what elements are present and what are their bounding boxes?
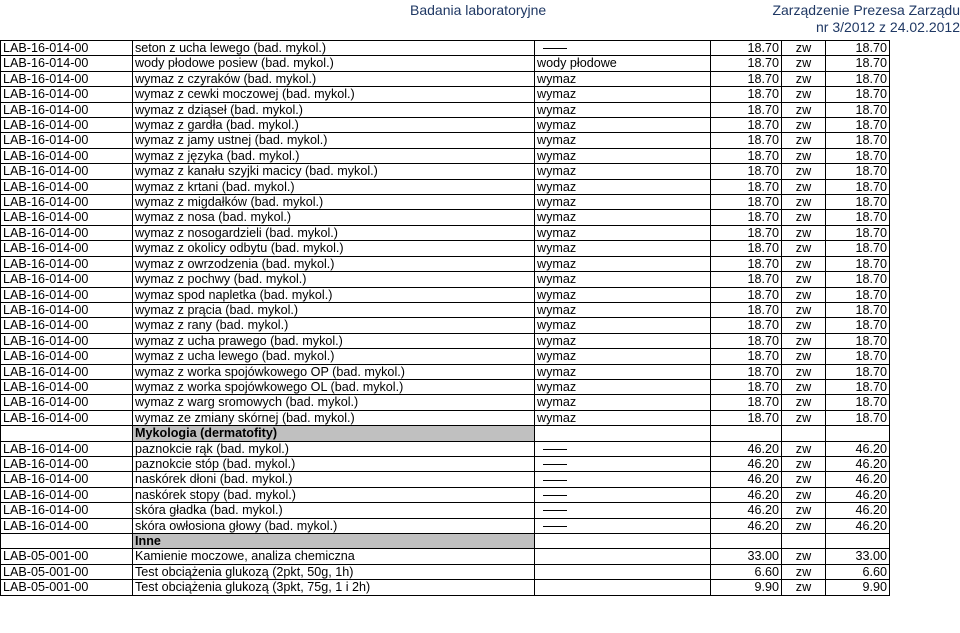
total-cell: 18.70 — [826, 225, 890, 240]
section-empty-cell — [782, 426, 826, 441]
material-cell — [535, 487, 711, 502]
material-cell: wymaz — [535, 195, 711, 210]
test-name: wymaz z dziąseł (bad. mykol.) — [133, 102, 535, 117]
material-cell — [535, 472, 711, 487]
table-row — [1, 133, 890, 148]
material-cell — [535, 549, 711, 564]
section-empty-cell — [1, 534, 133, 549]
section-empty-cell — [711, 426, 782, 441]
test-code: LAB-16-014-00 — [1, 133, 133, 148]
test-name: wymaz z owrzodzenia (bad. mykol.) — [133, 256, 535, 271]
vat-cell: zw — [782, 318, 826, 333]
test-code: LAB-16-014-00 — [1, 518, 133, 533]
test-name: wymaz z worka spojówkowego OP (bad. mykol.) — [133, 364, 535, 379]
total-cell: 18.70 — [826, 195, 890, 210]
total-cell: 18.70 — [826, 395, 890, 410]
test-name: Test obciążenia glukozą (2pkt, 50g, 1h) — [133, 564, 535, 579]
test-code: LAB-16-014-00 — [1, 195, 133, 210]
total-cell: 33.00 — [826, 549, 890, 564]
test-name: wymaz z kanału szyjki macicy (bad. mykol.) — [133, 164, 535, 179]
material-cell — [535, 518, 711, 533]
test-name: Kamienie moczowe, analiza chemiczna — [133, 549, 535, 564]
test-code: LAB-16-014-00 — [1, 333, 133, 348]
price-cell: 9.90 — [711, 580, 782, 595]
total-cell: 18.70 — [826, 410, 890, 425]
header-regulation-number: nr 3/2012 z 24.02.2012 — [815, 19, 960, 35]
section-empty-cell — [782, 534, 826, 549]
test-code: LAB-16-014-00 — [1, 302, 133, 317]
total-cell: 18.70 — [826, 118, 890, 133]
vat-cell: zw — [782, 564, 826, 579]
material-cell — [535, 564, 711, 579]
section-empty-cell — [535, 426, 711, 441]
table-row — [1, 225, 890, 240]
vat-cell: zw — [782, 487, 826, 502]
test-code: LAB-16-014-00 — [1, 318, 133, 333]
table-row — [1, 580, 890, 595]
vat-cell: zw — [782, 179, 826, 194]
vat-cell: zw — [782, 302, 826, 317]
dash-mark — [543, 48, 567, 49]
test-code: LAB-16-014-00 — [1, 272, 133, 287]
price-cell: 46.20 — [711, 518, 782, 533]
vat-cell: zw — [782, 41, 826, 56]
section-empty-cell — [826, 534, 890, 549]
test-name: wymaz z prącia (bad. mykol.) — [133, 302, 535, 317]
price-cell: 18.70 — [711, 225, 782, 240]
test-name: wymaz z czyraków (bad. mykol.) — [133, 71, 535, 86]
test-code: LAB-16-014-00 — [1, 41, 133, 56]
material-cell — [535, 441, 711, 456]
table-row — [1, 272, 890, 287]
dash-mark — [543, 480, 567, 481]
test-name: naskórek stopy (bad. mykol.) — [133, 487, 535, 502]
total-cell: 18.70 — [826, 256, 890, 271]
total-cell: 46.20 — [826, 456, 890, 471]
material-cell: wymaz — [535, 102, 711, 117]
material-cell: wymaz — [535, 164, 711, 179]
material-cell: wymaz — [535, 318, 711, 333]
test-code: LAB-16-014-00 — [1, 487, 133, 502]
price-cell: 33.00 — [711, 549, 782, 564]
test-name: wymaz z pochwy (bad. mykol.) — [133, 272, 535, 287]
table-row — [1, 364, 890, 379]
table-row — [1, 410, 890, 425]
material-cell — [535, 503, 711, 518]
material-cell: wymaz — [535, 241, 711, 256]
table-row — [1, 71, 890, 86]
table-row — [1, 564, 890, 579]
total-cell: 18.70 — [826, 364, 890, 379]
price-cell: 18.70 — [711, 71, 782, 86]
total-cell: 18.70 — [826, 379, 890, 394]
table-row — [1, 87, 890, 102]
total-cell: 18.70 — [826, 241, 890, 256]
total-cell: 6.60 — [826, 564, 890, 579]
material-cell: wymaz — [535, 272, 711, 287]
price-cell: 46.20 — [711, 487, 782, 502]
test-name: wymaz z jamy ustnej (bad. mykol.) — [133, 133, 535, 148]
table-row — [1, 333, 890, 348]
table-row — [1, 102, 890, 117]
table-row — [1, 456, 890, 471]
table-row — [1, 118, 890, 133]
price-cell: 18.70 — [711, 395, 782, 410]
price-cell: 18.70 — [711, 179, 782, 194]
price-cell: 6.60 — [711, 564, 782, 579]
price-cell: 18.70 — [711, 241, 782, 256]
test-name: seton z ucha lewego (bad. mykol.) — [133, 41, 535, 56]
table-row — [1, 441, 890, 456]
total-cell: 18.70 — [826, 148, 890, 163]
vat-cell: zw — [782, 287, 826, 302]
section-row — [1, 534, 890, 549]
vat-cell: zw — [782, 148, 826, 163]
price-cell: 46.20 — [711, 472, 782, 487]
total-cell: 18.70 — [826, 210, 890, 225]
material-cell: wymaz — [535, 395, 711, 410]
test-name: wymaz z języka (bad. mykol.) — [133, 148, 535, 163]
vat-cell: zw — [782, 256, 826, 271]
total-cell: 18.70 — [826, 318, 890, 333]
test-name: wody płodowe posiew (bad. mykol.) — [133, 56, 535, 71]
vat-cell: zw — [782, 518, 826, 533]
section-empty-cell — [1, 426, 133, 441]
material-cell — [535, 41, 711, 56]
dash-mark — [543, 526, 567, 527]
total-cell: 18.70 — [826, 41, 890, 56]
price-cell: 18.70 — [711, 41, 782, 56]
price-cell: 18.70 — [711, 364, 782, 379]
total-cell: 18.70 — [826, 302, 890, 317]
price-cell: 18.70 — [711, 410, 782, 425]
price-cell: 18.70 — [711, 349, 782, 364]
page-header — [0, 0, 960, 40]
vat-cell: zw — [782, 441, 826, 456]
vat-cell: zw — [782, 456, 826, 471]
dash-mark — [543, 495, 567, 496]
test-code: LAB-16-014-00 — [1, 503, 133, 518]
vat-cell: zw — [782, 272, 826, 287]
price-cell: 18.70 — [711, 302, 782, 317]
total-cell: 46.20 — [826, 441, 890, 456]
test-code: LAB-16-014-00 — [1, 118, 133, 133]
vat-cell: zw — [782, 71, 826, 86]
material-cell: wymaz — [535, 287, 711, 302]
test-code: LAB-16-014-00 — [1, 164, 133, 179]
vat-cell: zw — [782, 133, 826, 148]
total-cell: 46.20 — [826, 472, 890, 487]
test-name: wymaz z worka spojówkowego OL (bad. mykol.) — [133, 379, 535, 394]
table-row — [1, 210, 890, 225]
price-cell: 18.70 — [711, 87, 782, 102]
test-code: LAB-16-014-00 — [1, 364, 133, 379]
material-cell: wymaz — [535, 225, 711, 240]
total-cell: 18.70 — [826, 56, 890, 71]
price-cell: 18.70 — [711, 379, 782, 394]
table-row — [1, 56, 890, 71]
total-cell: 18.70 — [826, 133, 890, 148]
vat-cell: zw — [782, 349, 826, 364]
test-name: wymaz z nosogardzieli (bad. mykol.) — [133, 225, 535, 240]
test-code: LAB-16-014-00 — [1, 379, 133, 394]
total-cell: 46.20 — [826, 487, 890, 502]
price-cell: 18.70 — [711, 102, 782, 117]
material-cell: wymaz — [535, 256, 711, 271]
section-row — [1, 426, 890, 441]
test-code: LAB-05-001-00 — [1, 549, 133, 564]
dash-mark — [543, 510, 567, 511]
vat-cell: zw — [782, 364, 826, 379]
vat-cell: zw — [782, 549, 826, 564]
table-row — [1, 349, 890, 364]
test-name: wymaz z warg sromowych (bad. mykol.) — [133, 395, 535, 410]
price-cell: 18.70 — [711, 287, 782, 302]
total-cell: 46.20 — [826, 518, 890, 533]
vat-cell: zw — [782, 87, 826, 102]
material-cell: wymaz — [535, 87, 711, 102]
price-cell: 18.70 — [711, 318, 782, 333]
vat-cell: zw — [782, 395, 826, 410]
price-cell: 18.70 — [711, 148, 782, 163]
vat-cell: zw — [782, 225, 826, 240]
vat-cell: zw — [782, 503, 826, 518]
total-cell: 18.70 — [826, 349, 890, 364]
header-title: Badania laboratoryjne — [410, 2, 547, 18]
price-cell: 18.70 — [711, 133, 782, 148]
total-cell: 18.70 — [826, 287, 890, 302]
test-name: Test obciążenia glukozą (3pkt, 75g, 1 i 2h) — [133, 580, 535, 595]
total-cell: 18.70 — [826, 87, 890, 102]
material-cell: wymaz — [535, 410, 711, 425]
total-cell: 18.70 — [826, 164, 890, 179]
total-cell: 18.70 — [826, 179, 890, 194]
test-code: LAB-16-014-00 — [1, 225, 133, 240]
vat-cell: zw — [782, 56, 826, 71]
table-row — [1, 287, 890, 302]
vat-cell: zw — [782, 118, 826, 133]
price-cell: 18.70 — [711, 256, 782, 271]
test-name: wymaz z okolicy odbytu (bad. mykol.) — [133, 241, 535, 256]
vat-cell: zw — [782, 102, 826, 117]
price-cell: 18.70 — [711, 164, 782, 179]
test-name: wymaz z krtani (bad. mykol.) — [133, 179, 535, 194]
price-list-table — [0, 40, 890, 596]
material-cell: wymaz — [535, 333, 711, 348]
vat-cell: zw — [782, 333, 826, 348]
vat-cell: zw — [782, 410, 826, 425]
price-cell: 18.70 — [711, 118, 782, 133]
test-code: LAB-16-014-00 — [1, 441, 133, 456]
table-row — [1, 256, 890, 271]
table-row — [1, 472, 890, 487]
test-name: wymaz z rany (bad. mykol.) — [133, 318, 535, 333]
vat-cell: zw — [782, 379, 826, 394]
table-row — [1, 179, 890, 194]
material-cell: wymaz — [535, 349, 711, 364]
test-name: naskórek dłoni (bad. mykol.) — [133, 472, 535, 487]
section-empty-cell — [826, 426, 890, 441]
price-cell: 18.70 — [711, 195, 782, 210]
material-cell: wymaz — [535, 71, 711, 86]
test-code: LAB-16-014-00 — [1, 87, 133, 102]
test-code: LAB-16-014-00 — [1, 287, 133, 302]
material-cell: wymaz — [535, 364, 711, 379]
material-cell: wymaz — [535, 210, 711, 225]
test-code: LAB-16-014-00 — [1, 179, 133, 194]
price-cell: 46.20 — [711, 456, 782, 471]
table-row — [1, 549, 890, 564]
vat-cell: zw — [782, 580, 826, 595]
material-cell: wymaz — [535, 179, 711, 194]
table-row — [1, 195, 890, 210]
vat-cell: zw — [782, 164, 826, 179]
test-code: LAB-05-001-00 — [1, 580, 133, 595]
table-row — [1, 395, 890, 410]
test-name: skóra owłosiona głowy (bad. mykol.) — [133, 518, 535, 533]
table-row — [1, 164, 890, 179]
price-cell: 18.70 — [711, 56, 782, 71]
test-name: wymaz z nosa (bad. mykol.) — [133, 210, 535, 225]
table-row — [1, 318, 890, 333]
price-cell: 18.70 — [711, 333, 782, 348]
test-code: LAB-16-014-00 — [1, 102, 133, 117]
test-code: LAB-16-014-00 — [1, 349, 133, 364]
vat-cell: zw — [782, 472, 826, 487]
section-empty-cell — [535, 534, 711, 549]
total-cell: 46.20 — [826, 503, 890, 518]
table-row — [1, 302, 890, 317]
table-row — [1, 487, 890, 502]
test-code: LAB-16-014-00 — [1, 71, 133, 86]
material-cell: wymaz — [535, 118, 711, 133]
test-code: LAB-16-014-00 — [1, 472, 133, 487]
total-cell: 18.70 — [826, 333, 890, 348]
price-cell: 18.70 — [711, 210, 782, 225]
total-cell: 9.90 — [826, 580, 890, 595]
test-code: LAB-16-014-00 — [1, 395, 133, 410]
vat-cell: zw — [782, 195, 826, 210]
vat-cell: zw — [782, 210, 826, 225]
table-row — [1, 379, 890, 394]
test-code: LAB-16-014-00 — [1, 56, 133, 71]
test-name: wymaz spod napletka (bad. mykol.) — [133, 287, 535, 302]
material-cell: wymaz — [535, 302, 711, 317]
total-cell: 18.70 — [826, 102, 890, 117]
material-cell: wody płodowe — [535, 56, 711, 71]
price-cell: 46.20 — [711, 441, 782, 456]
test-name: wymaz z cewki moczowej (bad. mykol.) — [133, 87, 535, 102]
table-row — [1, 503, 890, 518]
material-cell: wymaz — [535, 133, 711, 148]
header-regulation: Zarządzenie Prezesa Zarządu — [772, 2, 960, 18]
test-name: skóra gładka (bad. mykol.) — [133, 503, 535, 518]
material-cell — [535, 456, 711, 471]
table-row — [1, 148, 890, 163]
test-name: paznokcie rąk (bad. mykol.) — [133, 441, 535, 456]
test-code: LAB-16-014-00 — [1, 256, 133, 271]
material-cell: wymaz — [535, 379, 711, 394]
test-code: LAB-16-014-00 — [1, 410, 133, 425]
test-name: wymaz z migdałków (bad. mykol.) — [133, 195, 535, 210]
material-cell — [535, 580, 711, 595]
test-name: wymaz z ucha lewego (bad. mykol.) — [133, 349, 535, 364]
test-code: LAB-16-014-00 — [1, 241, 133, 256]
dash-mark — [543, 464, 567, 465]
table-row — [1, 518, 890, 533]
dash-mark — [543, 449, 567, 450]
table-row — [1, 241, 890, 256]
test-name: wymaz z gardła (bad. mykol.) — [133, 118, 535, 133]
test-code: LAB-16-014-00 — [1, 148, 133, 163]
total-cell: 18.70 — [826, 272, 890, 287]
test-name: wymaz ze zmiany skórnej (bad. mykol.) — [133, 410, 535, 425]
total-cell: 18.70 — [826, 71, 890, 86]
section-title: Inne — [133, 534, 535, 549]
section-empty-cell — [711, 534, 782, 549]
material-cell: wymaz — [535, 148, 711, 163]
table-row — [1, 41, 890, 56]
test-code: LAB-16-014-00 — [1, 456, 133, 471]
test-code: LAB-05-001-00 — [1, 564, 133, 579]
test-name: paznokcie stóp (bad. mykol.) — [133, 456, 535, 471]
price-cell: 18.70 — [711, 272, 782, 287]
test-code: LAB-16-014-00 — [1, 210, 133, 225]
vat-cell: zw — [782, 241, 826, 256]
section-title: Mykologia (dermatofity) — [133, 426, 535, 441]
price-cell: 46.20 — [711, 503, 782, 518]
test-name: wymaz z ucha prawego (bad. mykol.) — [133, 333, 535, 348]
